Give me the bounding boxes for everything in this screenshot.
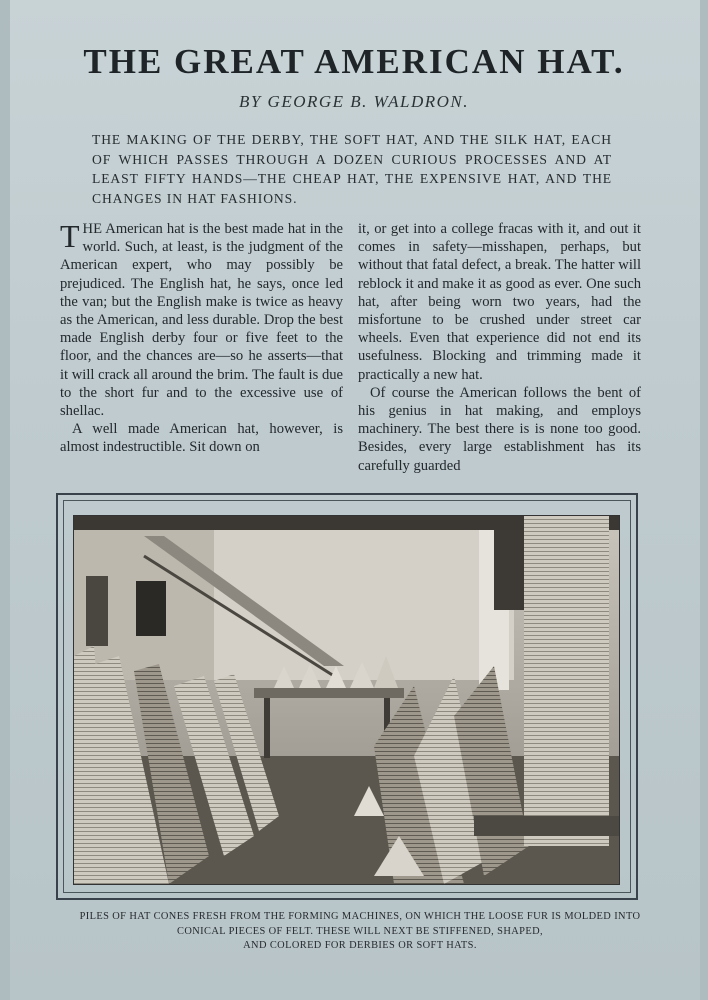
caption-line: PILES OF HAT CONES FRESH FROM THE FORMING MACHINES, ON WHICH THE LOOSE FUR IS MOLDED INTO (79, 911, 641, 922)
paragraph (60, 220, 343, 420)
hat-factory-photo (73, 515, 620, 885)
article-subtitle: THE MAKING OF THE DERBY, THE SOFT HAT, AND THE SILK HAT, EACH OF WHICH PASSES THROUGH A DOZEN CURIOUS PROCESSES AND AT LEAST FIFTY HANDS—THE CHEAP HAT, THE EXPENSIVE HAT, AND THE CHANGES IN HAT FASHIONS. (92, 132, 612, 206)
paragraph: it, or get into a college fracas with it, and out it comes in safety—misshapen, perhaps, but without that fatal defect, a break. The hatter will reblock it and make it as good as ever. One such hat, after being worn two years, had the misfortune to be crushed under street car wheels. Even that experience did not end its usefulness. Blocking and trimming made it practically a new hat. (358, 221, 641, 383)
figure-caption (40, 910, 680, 954)
left-column (60, 220, 343, 457)
drop-cap: T (60, 218, 80, 254)
right-column (358, 220, 641, 475)
caption-line: AND COLORED FOR DERBIES OR SOFT HATS. (243, 940, 477, 951)
paragraph-text: HE American hat is the best made hat in the world. Such, at least, is the judgment of the American expert, who may possibly be prejudiced. The English hat, he says, once led the van; but the English make is twice as heavy as the American, and less durable. Drop the best made English derby four or five feet to the floor, and the chances are—so he asserts—that it will crack all around the brim. The fault is due to the short fur and to the excessive use of shellac. (60, 221, 344, 420)
paragraph: Of course the American follows the bent of his genius in hat making, and employs machinery. The best there is is none too good. Besides, every large establishment has its carefully guarded (358, 384, 641, 474)
caption-line: CONICAL PIECES OF FELT. THESE WILL NEXT BE STIFFENED, SHAPED, (177, 925, 543, 937)
article-byline: BY GEORGE B. WALDRON. (238, 92, 470, 111)
photo-illustration (74, 516, 619, 884)
article-title: THE GREAT AMERICAN HAT. (83, 42, 625, 81)
paragraph: A well made American hat, however, is almost indestructible. Sit down on (60, 421, 343, 456)
